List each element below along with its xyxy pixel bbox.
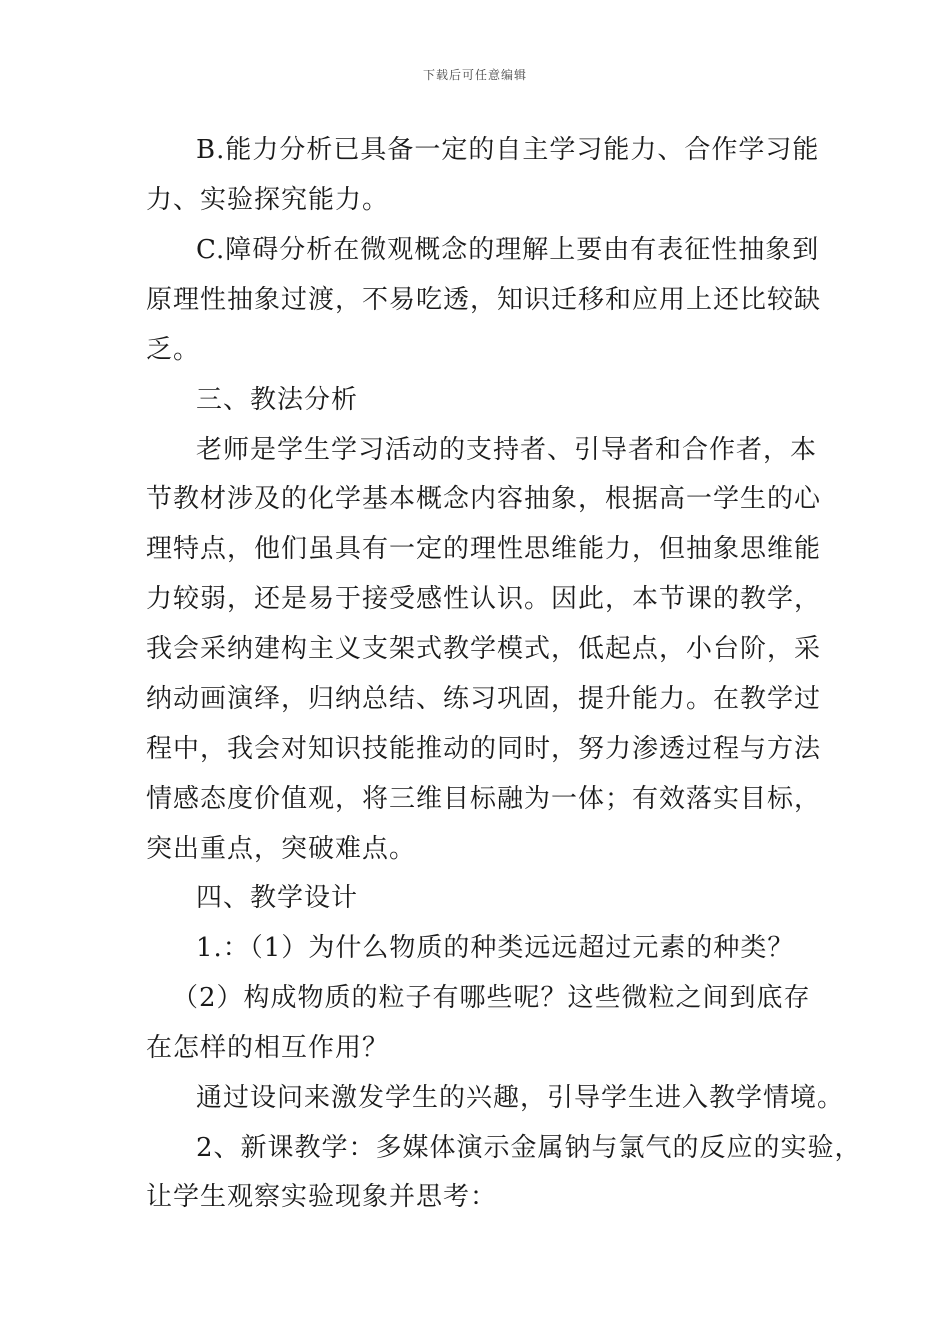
text-line: 乏。 xyxy=(146,335,201,365)
text-line: 1.：（1）为什么物质的种类远远超过元素的种类？ xyxy=(196,933,795,963)
section-heading: 三、教法分析 xyxy=(196,385,359,415)
text-line: 节教材涉及的化学基本概念内容抽象，根据高一学生的心 xyxy=(146,484,822,514)
text-line: （2）构成物质的粒子有哪些呢？这些微粒之间到底存 xyxy=(172,983,811,1013)
page-header: 下载后可任意编辑 xyxy=(422,68,527,82)
text-line: B.能力分析已具备一定的自主学习能力、合作学习能 xyxy=(196,135,820,165)
text-line: 力、实验探究能力。 xyxy=(146,185,390,215)
text-line: 我会采纳建构主义支架式教学模式，低起点，小台阶，采 xyxy=(146,634,822,664)
text-line: 情感态度价值观，将三维目标融为一体；有效落实目标， xyxy=(146,784,822,814)
text-line: 力较弱，还是易于接受感性认识。因此，本节课的教学， xyxy=(146,584,822,614)
section-heading: 四、教学设计 xyxy=(196,883,359,913)
text-line: 让学生观察实验现象并思考： xyxy=(146,1182,498,1212)
text-line: 在怎样的相互作用？ xyxy=(146,1033,390,1063)
text-line: 程中，我会对知识技能推动的同时，努力渗透过程与方法 xyxy=(146,734,822,764)
text-line: 通过设问来激发学生的兴趣，引导学生进入教学情境。 xyxy=(196,1083,845,1113)
text-line: 原理性抽象过渡，不易吃透，知识迁移和应用上还比较缺 xyxy=(146,285,822,315)
text-line: 老师是学生学习活动的支持者、引导者和合作者，本 xyxy=(196,435,818,465)
text-line: 纳动画演绎，归纳总结、练习巩固，提升能力。在教学过 xyxy=(146,684,822,714)
text-line: C.障碍分析在微观概念的理解上要由有表征性抽象到 xyxy=(196,235,820,265)
text-line: 突出重点，突破难点。 xyxy=(146,834,417,864)
text-line: 理特点，他们虽具有一定的理性思维能力，但抽象思维能 xyxy=(146,534,822,564)
text-line: 2、新课教学：多媒体演示金属钠与氯气的反应的实验， xyxy=(196,1133,862,1163)
